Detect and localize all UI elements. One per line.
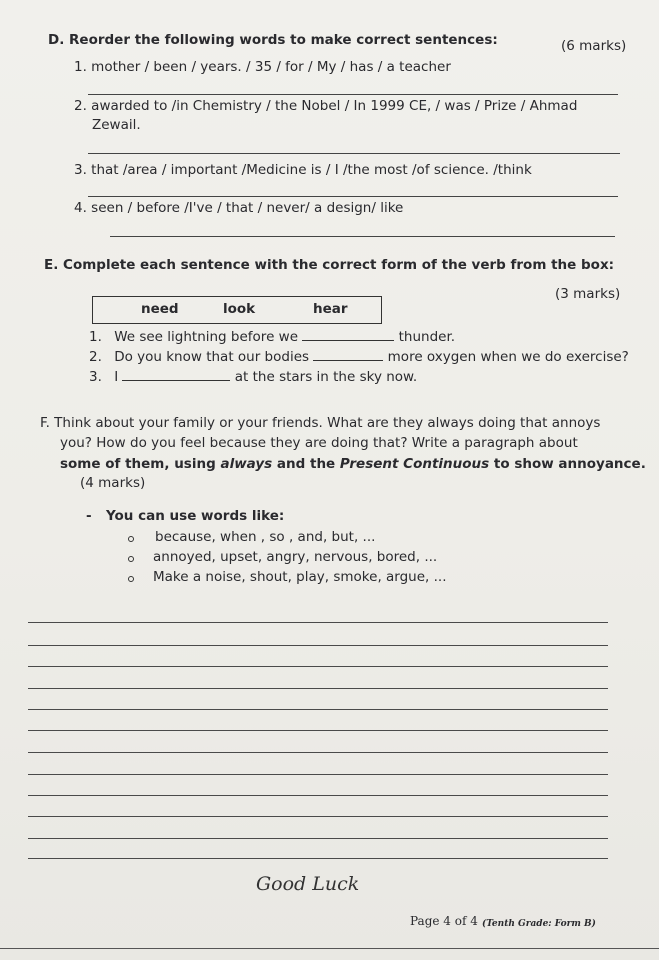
writing-line[interactable]: [28, 752, 608, 753]
item-text-after: at the stars in the sky now.: [234, 369, 418, 385]
form-label: (Tenth Grade: Form B): [482, 919, 596, 929]
word-list-item-2: annoyed, upset, angry, nervous, bored, ...: [153, 549, 438, 565]
writing-line[interactable]: [28, 858, 608, 859]
section-d-item-4: 4. seen / before /I've / that / never/ a design/ like: [74, 200, 404, 216]
writing-line[interactable]: [28, 795, 608, 796]
section-d-item-2-cont: Zewail.: [92, 117, 141, 133]
writing-line[interactable]: [28, 688, 608, 689]
answer-line-d2: [88, 153, 620, 154]
item-text-before: We see lightning before we: [114, 329, 299, 345]
section-f-line-1: F. Think about your family or your friends. What are they always doing that annoys: [40, 415, 601, 431]
item-text-after: thunder.: [398, 329, 456, 345]
item-number: 1.: [89, 329, 102, 345]
section-f-line-2: you? How do you feel because they are doing that? Write a paragraph about: [60, 435, 578, 451]
writing-line[interactable]: [28, 666, 608, 667]
hint-dash: -: [86, 508, 92, 524]
writing-line[interactable]: [28, 645, 608, 646]
section-e-item-3: [89, 369, 417, 385]
writing-line[interactable]: [28, 774, 608, 775]
hint-heading: You can use words like:: [106, 508, 285, 524]
word-list-item-3: Make a noise, shout, play, smoke, argue, ...: [153, 569, 447, 585]
writing-line[interactable]: [28, 838, 608, 839]
bullet-icon: [128, 576, 134, 582]
writing-line[interactable]: [28, 816, 608, 817]
bullet-icon: [128, 556, 134, 562]
section-e-item-1: [89, 329, 455, 345]
section-e-marks: (3 marks): [555, 286, 621, 302]
instruction-text: to show annoyance.: [489, 456, 646, 472]
item-text-before: I: [114, 369, 119, 385]
section-e-heading: E. Complete each sentence with the correct form of the verb from the box:: [44, 257, 615, 273]
item-number: 3.: [89, 369, 102, 385]
good-luck-text: Good Luck: [256, 873, 360, 895]
verb-need: need: [141, 301, 179, 317]
writing-line[interactable]: [28, 730, 608, 731]
section-f-marks: (4 marks): [80, 475, 146, 491]
instruction-emphasis: always: [220, 456, 273, 472]
answer-blank-e3[interactable]: [122, 370, 230, 381]
instruction-emphasis: Present Continuous: [339, 456, 490, 472]
item-text-before: Do you know that our bodies: [114, 349, 310, 365]
page-number: Page 4 of 4: [410, 914, 478, 928]
section-d-item-1: 1. mother / been / years. / 35 / for / My / has / a teacher: [74, 59, 451, 75]
writing-line[interactable]: [28, 622, 608, 623]
verb-look: look: [223, 301, 256, 317]
item-text-after: more oxygen when we do exercise?: [387, 349, 629, 365]
section-d-item-2: 2. awarded to /in Chemistry / the Nobel / In 1999 CE, / was / Prize / Ahmad: [74, 98, 578, 114]
instruction-text: and the: [272, 456, 340, 472]
answer-blank-e2[interactable]: [313, 350, 383, 361]
section-f-line-3: [60, 456, 646, 472]
bottom-rule: [0, 948, 659, 949]
word-list-item-1: because, when , so , and, but, ...: [155, 529, 376, 545]
section-e-item-2: [89, 349, 629, 365]
instruction-text: some of them, using: [60, 456, 221, 472]
answer-blank-e1[interactable]: [302, 330, 394, 341]
item-number: 2.: [89, 349, 102, 365]
section-d-item-3: 3. that /area / important /Medicine is / I /the most /of science. /think: [74, 162, 532, 178]
answer-line-d4: [110, 236, 615, 237]
section-d-heading: D. Reorder the following words to make correct sentences:: [48, 32, 498, 48]
bullet-icon: [128, 536, 134, 542]
answer-line-d1: [88, 94, 618, 95]
writing-line[interactable]: [28, 709, 608, 710]
section-d-marks: (6 marks): [561, 38, 627, 54]
verb-box: [92, 296, 382, 324]
verb-hear: hear: [313, 301, 348, 317]
answer-line-d3: [88, 196, 618, 197]
